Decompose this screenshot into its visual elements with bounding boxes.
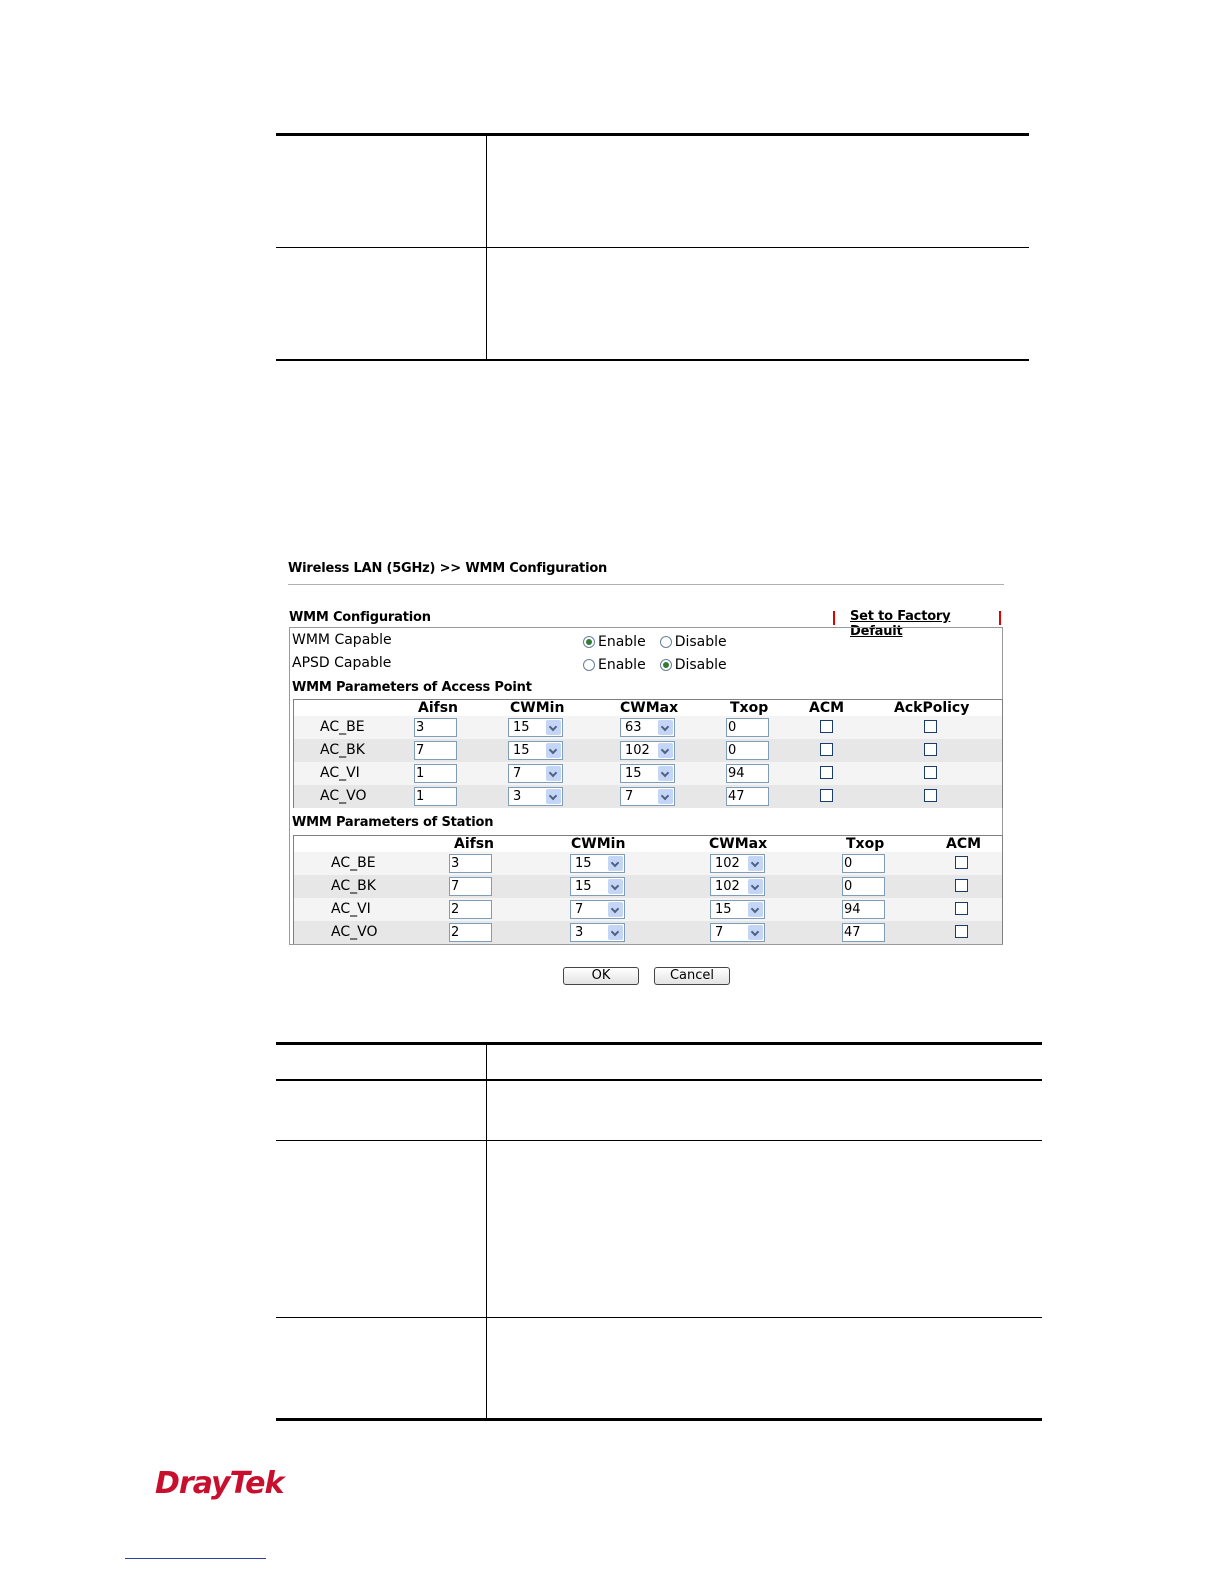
draytek-logo — [155, 1466, 283, 1501]
wmm-capable-disable-label: Disable — [674, 634, 727, 650]
ap-acm-checkbox[interactable] — [820, 720, 833, 733]
sta-cwmax-value: 7 — [715, 925, 724, 940]
sta-cwmin-value: 3 — [575, 925, 584, 940]
separator-right — [999, 611, 1001, 625]
ap-aifsn-input[interactable]: 1 — [414, 764, 457, 783]
ap-cwmax-value: 15 — [625, 766, 642, 781]
chevron-down-icon — [608, 856, 623, 871]
sta-col-cwmax: CWMax — [709, 836, 768, 852]
sta-txop-input[interactable]: 0 — [842, 854, 885, 873]
table-row — [294, 898, 1002, 921]
wmm-capable-enable-label: Enable — [598, 634, 646, 650]
chevron-down-icon — [608, 879, 623, 894]
sta-cwmin-select[interactable] — [570, 854, 625, 873]
sta-cwmax-select[interactable] — [710, 877, 765, 896]
sta-row-name: AC_VO — [331, 924, 378, 940]
chevron-down-icon — [658, 766, 673, 781]
top-table-divider — [486, 133, 487, 361]
ap-cwmin-value: 15 — [513, 743, 530, 758]
apsd-capable-enable-radio[interactable] — [583, 659, 595, 671]
ap-cwmin-value: 3 — [513, 789, 522, 804]
ap-cwmax-select[interactable] — [620, 787, 675, 806]
footer-rule — [125, 1558, 266, 1559]
section-title: WMM Configuration — [289, 610, 431, 625]
top-table-rule-top — [276, 133, 1029, 136]
sta-cwmin-value: 7 — [575, 902, 584, 917]
ap-ackpolicy-checkbox[interactable] — [924, 743, 937, 756]
logo-brand-a: Dray — [155, 1466, 230, 1501]
chevron-down-icon — [546, 789, 561, 804]
ap-params-title: WMM Parameters of Access Point — [292, 680, 532, 695]
ap-txop-input[interactable]: 0 — [726, 718, 769, 737]
ap-ackpolicy-checkbox[interactable] — [924, 789, 937, 802]
ap-txop-input[interactable]: 0 — [726, 741, 769, 760]
ap-col-aifsn: Aifsn — [418, 700, 459, 716]
ap-ackpolicy-checkbox[interactable] — [924, 766, 937, 779]
wmm-capable-label: WMM Capable — [292, 632, 392, 648]
ap-cwmax-select[interactable] — [620, 718, 675, 737]
station-params-table — [293, 835, 1003, 944]
sta-row-name: AC_BK — [331, 878, 376, 894]
top-table-rule-mid — [276, 247, 1029, 248]
sta-txop-input[interactable]: 0 — [842, 877, 885, 896]
ap-col-txop: Txop — [730, 700, 769, 716]
ap-cwmax-value: 63 — [625, 720, 642, 735]
ap-aifsn-input[interactable]: 7 — [414, 741, 457, 760]
chevron-down-icon — [748, 856, 763, 871]
ap-col-cwmin: CWMin — [510, 700, 565, 716]
wmm-capable-disable-radio[interactable] — [660, 636, 672, 648]
sta-aifsn-input[interactable]: 7 — [449, 877, 492, 896]
ok-button[interactable]: OK — [563, 967, 639, 985]
sta-row-name: AC_BE — [331, 855, 376, 871]
sta-cwmin-value: 15 — [575, 856, 592, 871]
chevron-down-icon — [658, 789, 673, 804]
apsd-capable-enable-label: Enable — [598, 657, 646, 673]
chevron-down-icon — [608, 902, 623, 917]
ap-aifsn-input[interactable]: 1 — [414, 787, 457, 806]
wmm-capable-enable-radio[interactable] — [583, 636, 595, 648]
apsd-capable-disable-label: Disable — [674, 657, 727, 673]
sta-cwmin-select[interactable] — [570, 923, 625, 942]
sta-txop-input[interactable]: 94 — [842, 900, 885, 919]
bottom-table-rule-bottom — [276, 1418, 1042, 1421]
wmm-config-screenshot — [288, 555, 1006, 995]
apsd-capable-disable-radio[interactable] — [660, 659, 672, 671]
sta-col-cwmin: CWMin — [571, 836, 626, 852]
ap-params-table — [293, 699, 1003, 808]
bottom-table-rule-header — [276, 1079, 1042, 1081]
chevron-down-icon — [748, 879, 763, 894]
factory-default-link[interactable]: Set to Factory Default — [850, 609, 951, 639]
sta-cwmax-select[interactable] — [710, 854, 765, 873]
top-table-rule-bottom — [276, 359, 1029, 361]
sta-aifsn-input[interactable]: 2 — [449, 900, 492, 919]
ap-cwmax-select[interactable] — [620, 741, 675, 760]
ap-row-name: AC_VO — [320, 788, 367, 804]
sta-cwmin-select[interactable] — [570, 877, 625, 896]
logo-brand-b: Tek — [229, 1466, 284, 1501]
table-row — [294, 716, 1002, 739]
sta-aifsn-input[interactable]: 2 — [449, 923, 492, 942]
page-title: Wireless LAN (5GHz) >> WMM Configuration — [288, 561, 608, 576]
sta-cwmax-value: 102 — [715, 856, 740, 871]
ap-col-ackpolicy: AckPolicy — [894, 700, 970, 716]
ap-cwmax-value: 7 — [625, 789, 634, 804]
sta-cwmax-value: 102 — [715, 879, 740, 894]
ap-row-name: AC_BE — [320, 719, 365, 735]
bottom-table-rule-2 — [276, 1317, 1042, 1318]
sta-acm-checkbox[interactable] — [955, 925, 968, 938]
ap-cwmin-value: 7 — [513, 766, 522, 781]
sta-cwmax-select[interactable] — [710, 900, 765, 919]
separator-left — [833, 611, 835, 625]
sta-cwmax-value: 15 — [715, 902, 732, 917]
ap-row-name: AC_BK — [320, 742, 365, 758]
table-row — [294, 762, 1002, 785]
sta-cwmax-select[interactable] — [710, 923, 765, 942]
table-row — [294, 921, 1002, 944]
ap-row-name: AC_VI — [320, 765, 360, 781]
table-row — [294, 852, 1002, 875]
ap-cwmax-value: 102 — [625, 743, 650, 758]
sta-cwmin-select[interactable] — [570, 900, 625, 919]
table-row — [294, 739, 1002, 762]
sta-col-aifsn: Aifsn — [454, 836, 495, 852]
ap-txop-input[interactable]: 47 — [726, 787, 769, 806]
ap-col-cwmax: CWMax — [620, 700, 679, 716]
chevron-down-icon — [546, 743, 561, 758]
apsd-capable-options — [583, 657, 741, 673]
ap-cwmin-select[interactable] — [508, 787, 563, 806]
title-divider — [288, 584, 1004, 585]
sta-acm-checkbox[interactable] — [955, 856, 968, 869]
ap-acm-checkbox[interactable] — [820, 743, 833, 756]
ap-cwmax-select[interactable] — [620, 764, 675, 783]
sta-aifsn-input[interactable]: 3 — [449, 854, 492, 873]
sta-acm-checkbox[interactable] — [955, 879, 968, 892]
cancel-button[interactable]: Cancel — [654, 967, 730, 985]
ap-acm-checkbox[interactable] — [820, 766, 833, 779]
bottom-table-divider — [486, 1042, 487, 1421]
chevron-down-icon — [748, 925, 763, 940]
ap-col-acm: ACM — [809, 700, 845, 716]
ap-cwmin-select[interactable] — [508, 764, 563, 783]
ap-cwmin-select[interactable] — [508, 718, 563, 737]
bottom-table-rule-top — [276, 1042, 1042, 1045]
ap-cwmin-select[interactable] — [508, 741, 563, 760]
ap-acm-checkbox[interactable] — [820, 789, 833, 802]
sta-txop-input[interactable]: 47 — [842, 923, 885, 942]
ap-ackpolicy-checkbox[interactable] — [924, 720, 937, 733]
chevron-down-icon — [546, 720, 561, 735]
sta-row-name: AC_VI — [331, 901, 371, 917]
chevron-down-icon — [748, 902, 763, 917]
sta-acm-checkbox[interactable] — [955, 902, 968, 915]
ap-aifsn-input[interactable]: 3 — [414, 718, 457, 737]
apsd-capable-label: APSD Capable — [292, 655, 392, 671]
chevron-down-icon — [546, 766, 561, 781]
wmm-capable-options — [583, 634, 741, 650]
table-row — [294, 785, 1002, 808]
table-row — [294, 875, 1002, 898]
ap-txop-input[interactable]: 94 — [726, 764, 769, 783]
chevron-down-icon — [658, 743, 673, 758]
bottom-table-rule-1 — [276, 1140, 1042, 1141]
station-params-title: WMM Parameters of Station — [292, 815, 494, 830]
ap-cwmin-value: 15 — [513, 720, 530, 735]
sta-cwmin-value: 15 — [575, 879, 592, 894]
chevron-down-icon — [658, 720, 673, 735]
sta-col-acm: ACM — [946, 836, 982, 852]
chevron-down-icon — [608, 925, 623, 940]
sta-col-txop: Txop — [846, 836, 885, 852]
